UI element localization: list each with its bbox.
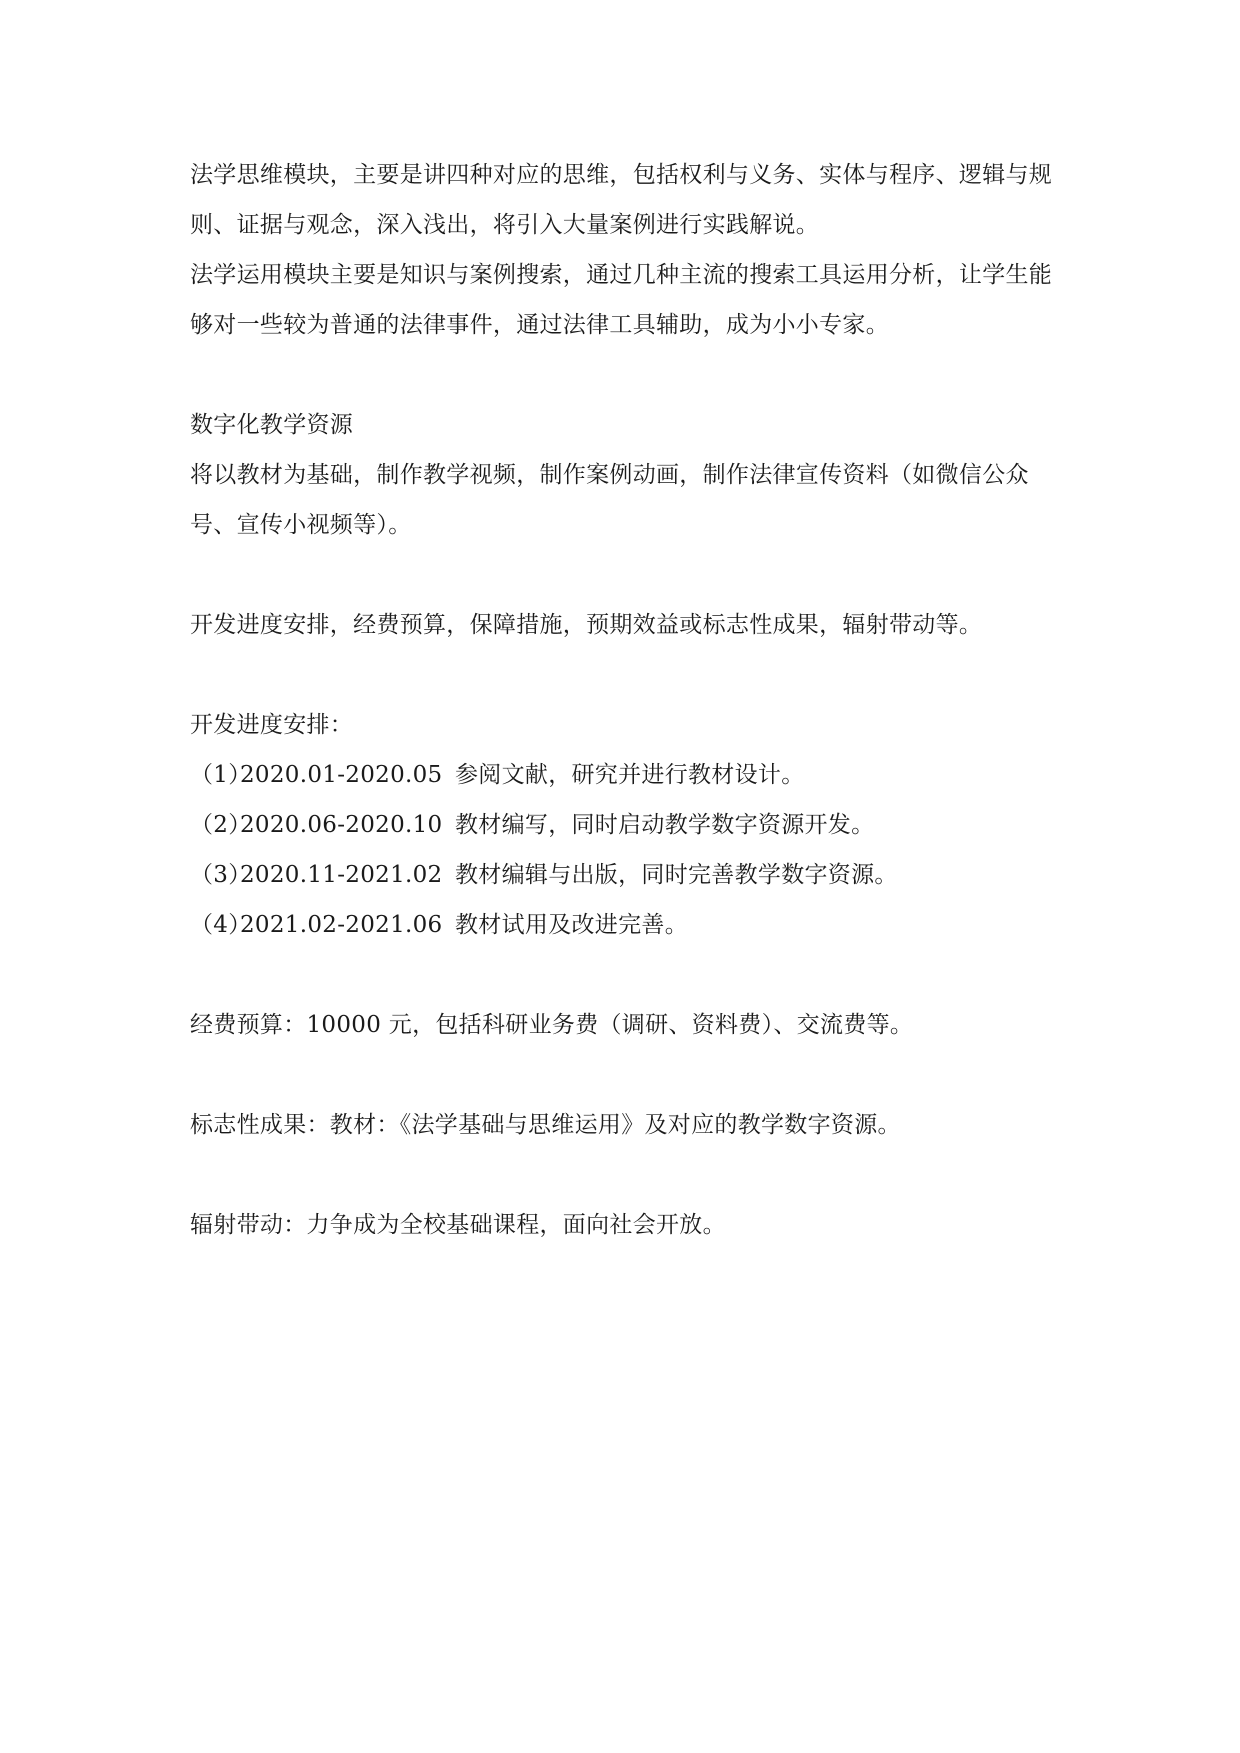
paragraph-budget: 经费预算：10000 元，包括科研业务费（调研、资料费）、交流费等。 [190,1012,914,1038]
spacer [190,650,1060,700]
schedule-date-range: 2020.06-2020.10 [240,812,443,838]
paragraph-overview: 开发进度安排，经费预算，保障措施，预期效益或标志性成果，辐射带动等。 [190,612,983,638]
schedule-item [190,850,1060,900]
schedule-task: 教材编写，同时启动教学数字资源开发。 [455,812,875,838]
schedule-index: （4） [190,912,252,938]
schedule-item [190,800,1060,850]
paragraph-application-module: 法学运用模块主要是知识与案例搜索，通过几种主流的搜索工具运用分析，让学生能够对一些较为普通的法律事件，通过法律工具辅助，成为小小专家。 [190,262,1053,338]
paragraph-digital-resources: 将以教材为基础，制作教学视频，制作案例动画，制作法律宣传资料（如微信公众号、宣传小视频等）。 [190,462,1029,538]
schedule-index: （2） [190,812,252,838]
paragraph-radiation: 辐射带动：力争成为全校基础课程，面向社会开放。 [190,1212,726,1238]
spacer [190,550,1060,600]
schedule-date-range: 2020.11-2021.02 [240,862,443,888]
schedule-list [190,750,1060,950]
spacer [190,950,1060,1000]
schedule-item [190,900,1060,950]
spacer [190,350,1060,400]
schedule-item [190,750,1060,800]
document-body [190,150,1060,1250]
section-heading-digital-resources: 数字化教学资源 [190,412,354,438]
spacer [190,1150,1060,1200]
paragraph-thinking-module: 法学思维模块，主要是讲四种对应的思维，包括权利与义务、实体与程序、逻辑与规则、证据与观念，深入浅出，将引入大量案例进行实践解说。 [190,162,1053,238]
schedule-date-range: 2021.02-2021.06 [240,912,443,938]
schedule-task: 教材编辑与出版，同时完善教学数字资源。 [455,862,898,888]
schedule-date-range: 2020.01-2020.05 [240,762,443,788]
section-heading-schedule: 开发进度安排： [190,712,354,738]
schedule-index: （3） [190,862,252,888]
paragraph-outcome: 标志性成果：教材：《法学基础与思维运用》及对应的教学数字资源。 [190,1112,901,1138]
schedule-index: （1） [190,762,252,788]
spacer [190,1050,1060,1100]
schedule-task: 参阅文献，研究并进行教材设计。 [455,762,805,788]
schedule-task: 教材试用及改进完善。 [455,912,688,938]
